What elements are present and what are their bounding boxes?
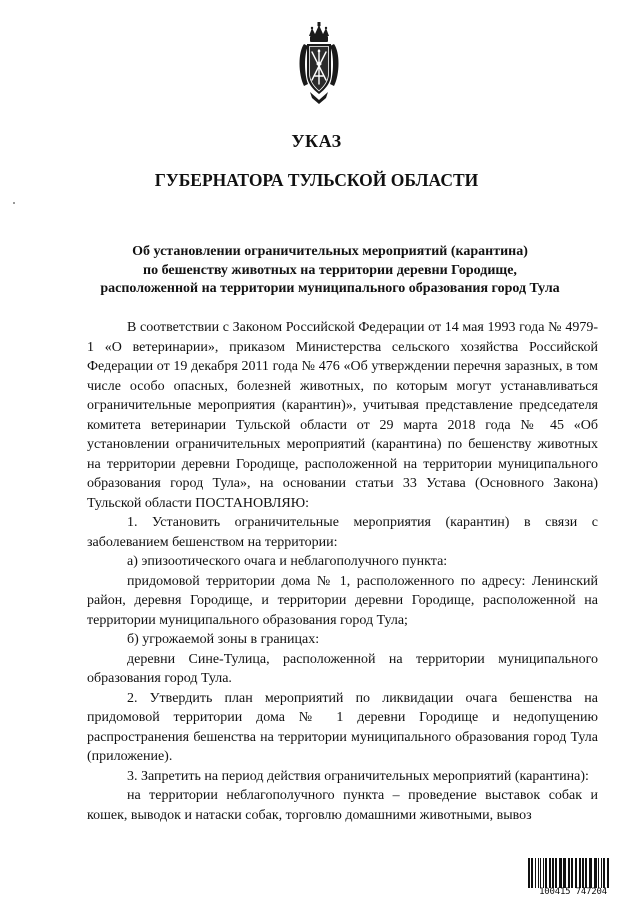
barcode-bar	[535, 858, 536, 888]
document-barcode	[527, 858, 619, 898]
barcode-bar	[568, 858, 570, 888]
document-issuer: ГУБЕРНАТОРА ТУЛЬСКОЙ ОБЛАСТИ	[154, 170, 479, 190]
body-paragraph: 3. Запретить на период действия ограничительных мероприятий (карантина):	[127, 768, 589, 784]
barcode-bar	[585, 858, 587, 888]
body-paragraph-preamble: В соответствии с Законом Российской Федерации от 14 мая 1993 года № 4979-1 «О ветеринарии», приказом Министерства сельского хозяйства Российской Федерации от 19 декабря 2011 года № 476 «Об утверждении перечня заразных, в том числе особо опасных, болезней животных, по которым могут устанавливаться ограничительные мероприятия (карантин)», учитывая представление председателя комитета ветеринарии Тульской области от 29 марта 2018 года № 45 «Об установлении ограничительных мероприятий (карантина) по бешенству животных на территории деревни Городище, расположенной на территории муниципального образования город Тула», на основании статьи 33 Устава (Основного Закона) Тульской области ПОСТАНОВЛЯЮ:	[87, 320, 598, 511]
scan-artifact	[13, 202, 15, 204]
subject-line: по бешенству животных на территории деревни Городище,	[143, 262, 517, 278]
barcode-bar	[543, 858, 544, 888]
barcode-bar	[603, 858, 605, 888]
barcode-bar	[598, 858, 599, 888]
barcode-bar	[559, 858, 562, 888]
tula-coat-of-arms-icon	[296, 22, 342, 104]
document-body	[87, 318, 598, 825]
body-paragraph: на территории неблагополучного пункта – проведение выставок собак и кошек, выводок и натаски собак, торговлю домашними животными, вывоз	[87, 788, 598, 823]
barcode-icon	[527, 858, 619, 888]
barcode-bar	[571, 858, 573, 888]
document-subject	[60, 243, 600, 299]
body-paragraph: придомовой территории дома № 1, расположенного по адресу: Ленинский район, деревня Городище, и территории деревни Городище, расположенной на территории муниципального образования город Тула;	[87, 573, 598, 628]
barcode-bar	[555, 858, 557, 888]
barcode-bar	[540, 858, 541, 888]
document-title: УКАЗ	[291, 131, 342, 151]
barcode-bar	[575, 858, 577, 888]
barcode-bar	[552, 858, 554, 888]
barcode-bar	[531, 858, 533, 888]
body-paragraph: 1. Установить ограничительные мероприятия (карантин) в связи с заболеванием бешенством на территории:	[87, 515, 598, 550]
body-paragraph: а) эпизоотического очага и неблагополучного пункта:	[127, 554, 448, 569]
barcode-bar	[589, 858, 592, 888]
barcode-bar	[579, 858, 581, 888]
barcode-bar	[582, 858, 584, 888]
barcode-bar	[528, 858, 530, 888]
body-paragraph: 2. Утвердить план мероприятий по ликвидации очага бешенства на придомовой территории дома № 1 деревни Городище и недопущению распространения бешенства на территории муниципального образования город Тула (приложение).	[87, 690, 598, 764]
barcode-number: 100415 747204	[539, 887, 607, 897]
barcode-bar	[601, 858, 602, 888]
barcode-bar	[594, 858, 597, 888]
barcode-bar	[538, 858, 539, 888]
barcode-bar	[549, 858, 551, 888]
barcode-bar	[607, 858, 609, 888]
barcode-bar	[545, 858, 547, 888]
barcode-bar	[563, 858, 566, 888]
body-paragraph: деревни Сине-Тулица, расположенной на территории муниципального образования город Тула.	[87, 651, 598, 686]
subject-line: Об установлении ограничительных мероприятий (карантина)	[132, 244, 528, 259]
body-paragraph: б) угрожаемой зоны в границах:	[127, 632, 320, 647]
subject-line: расположенной на территории муниципального образования город Тула	[100, 281, 560, 296]
